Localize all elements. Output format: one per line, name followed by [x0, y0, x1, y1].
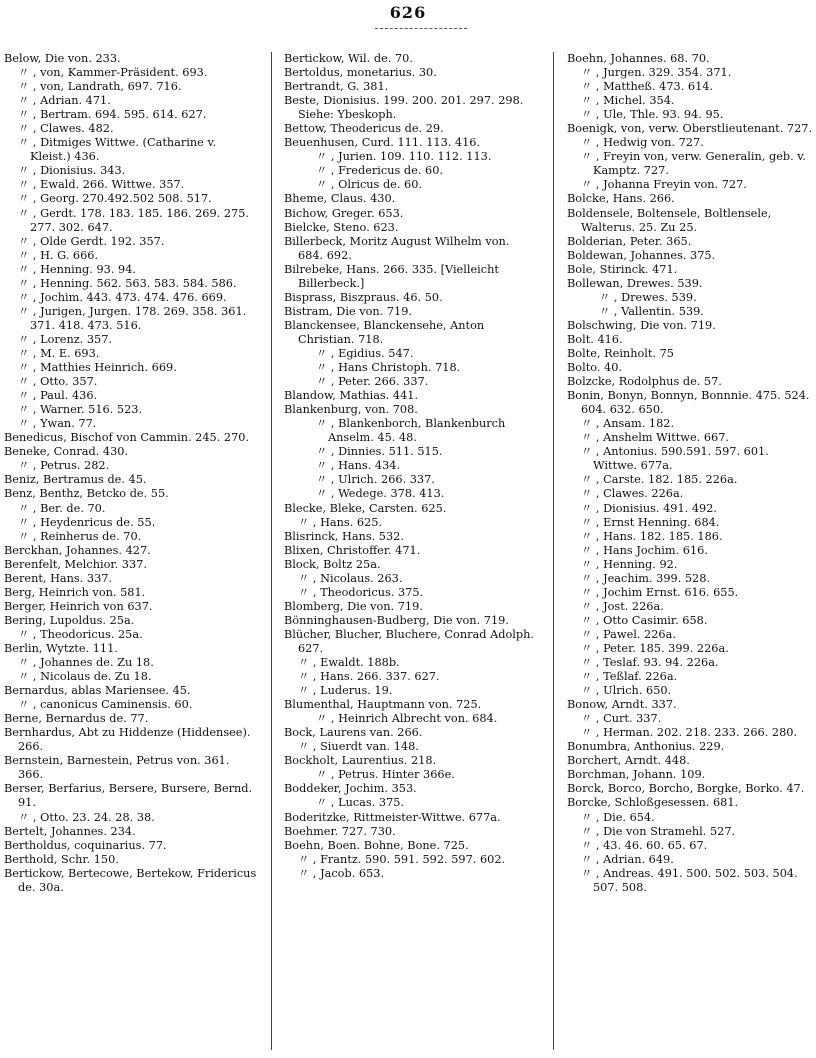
index-entry: Boehn, Boen. Bohne, Bone. 725. [284, 838, 469, 852]
index-entry: 〃 , Teßlaf. 226a. [581, 670, 678, 684]
index-entry: 〃 , Johanna Freyin von. 727. [581, 178, 747, 192]
index-entry: 〃 , Ywan. 77. [18, 417, 97, 431]
index-entry: 〃 , Ditmiges Wittwe. (Catharine v. Kleist.) 436. [18, 136, 217, 164]
index-entry: Block, Boltz 25a. [284, 557, 381, 571]
index-entry: 〃 , Mattheß. 473. 614. [581, 80, 714, 94]
index-entry: Boehmer. 727. 730. [284, 824, 396, 838]
index-entry: Berger, Heinrich von 637. [4, 599, 153, 613]
index-entry: Boenigk, von, verw. Oberstlieutenant. 727. [567, 122, 813, 136]
index-entry: 〃 , Paul. 436. [18, 389, 98, 403]
index-entry: 〃 , Blankenborch, Blankenburch Anselm. 45. 48. [316, 417, 506, 445]
index-entry: 〃 , Hans. 625. [298, 515, 383, 529]
index-entry: 〃 , Teslaf. 93. 94. 226a. [581, 656, 719, 670]
index-entry: Bolt. 416. [567, 332, 623, 346]
index-entry: 〃 , Georg. 270.492.502 508. 517. [18, 192, 212, 206]
header-rule [375, 28, 467, 29]
index-entry: Berenfelt, Melchior. 337. [4, 557, 147, 571]
index-entry: Blixen, Christoffer. 471. [284, 543, 421, 557]
index-entry: Blecke, Bleke, Carsten. 625. [284, 501, 447, 515]
index-entry: Bistram, Die von. 719. [284, 304, 413, 318]
index-entry: 〃 , Otto Casimir. 658. [581, 613, 708, 627]
index-entry: Berser, Berfarius, Bersere, Bursere, Bernd. 91. [4, 782, 253, 810]
index-entry: 〃 , Jacob. 653. [298, 866, 385, 880]
index-entry: 〃 , Nicolaus. 263. [298, 571, 403, 585]
index-entry: Bolto. 40. [567, 361, 623, 375]
index-entry: 〃 , Pawel. 226a. [581, 627, 676, 641]
index-entry: Bernardus, ablas Mariensee. 45. [4, 684, 191, 698]
index-entry: 〃 , Curt. 337. [581, 712, 662, 726]
index-entry: Blanckensee, Blanckensehe, Anton Christian. 718. [284, 318, 485, 346]
index-entry: Beuenhusen, Curd. 111. 113. 416. [284, 136, 481, 150]
index-entry: 〃 , Adrian. 649. [581, 852, 674, 866]
index-entry: Borchman, Johann. 109. [567, 768, 706, 782]
column-divider [553, 52, 554, 1050]
index-entry: 〃 , Drewes. 539. [599, 290, 697, 304]
index-entry: Blandow, Mathias. 441. [284, 389, 419, 403]
index-entry: 〃 , Fredericus de. 60. [316, 164, 443, 178]
index-entry: Berckhan, Johannes. 427. [4, 543, 151, 557]
index-entry: Boehn, Johannes. 68. 70. [567, 52, 710, 65]
index-entry: Billerbeck, Moritz August Wilhelm von. 684. 692. [284, 234, 510, 262]
index-entry: Bettow, Theodericus de. 29. [284, 122, 444, 136]
index-entry: Benedicus, Bischof von Cammin. 245. 270. [4, 431, 250, 445]
index-entry: Berg, Heinrich von. 581. [4, 585, 146, 599]
index-entry: 〃 , Ulrich. 266. 337. [316, 473, 435, 487]
index-entry: 〃 , Dinnies. 511. 515. [316, 445, 443, 459]
index-entry: Blumenthal, Hauptmann von. 725. [284, 698, 482, 712]
index-entry: Bernhardus, Abt zu Hiddenze (Hiddensee). 266. [4, 726, 251, 754]
index-entry: Berent, Hans. 337. [4, 571, 113, 585]
index-entry: 〃 , Otto. 23. 24. 28. 38. [18, 810, 155, 824]
index-entry: 〃 , von, Kammer-Präsident. 693. [18, 66, 208, 80]
index-entry: 〃 , M. E. 693. [18, 346, 100, 360]
index-entry: 〃 , Theodoricus. 25a. [18, 627, 143, 641]
index-entry: 〃 , Hans. 182. 185. 186. [581, 529, 723, 543]
index-entry: Bolschwing, Die von. 719. [567, 318, 716, 332]
index-entry: 〃 , Michel. 354. [581, 94, 675, 108]
index-entry: Bolte, Reinholt. 75 [567, 346, 674, 360]
index-entry: Blankenburg, von. 708. [284, 403, 418, 417]
column-divider [271, 52, 272, 1050]
index-entry: 〃 , Lucas. 375. [316, 796, 405, 810]
index-entry: Bheme, Claus. 430. [284, 192, 396, 206]
index-entry: Bertickow, Wil. de. 70. [284, 52, 413, 65]
index-entry: 〃 , Jurigen, Jurgen. 178. 269. 358. 361. 371. 418. 473. 516. [18, 304, 247, 332]
index-entry: 〃 , Clawes. 482. [18, 122, 114, 136]
index-entry: 〃 , Petrus. 282. [18, 459, 110, 473]
index-entry: 〃 , Jost. 226a. [581, 599, 664, 613]
index-entry: 〃 , Ansam. 182. [581, 417, 675, 431]
index-entry: 〃 , von, Landrath, 697. 716. [18, 80, 182, 94]
index-entry: 〃 , Jochim Ernst. 616. 655. [581, 585, 739, 599]
index-entry: 〃 , Antonius. 590.591. 597. 601. Wittwe. 677a. [581, 445, 769, 473]
index-entry: Blisrinck, Hans. 532. [284, 529, 404, 543]
index-entry: Bertholdus, coquinarius. 77. [4, 838, 167, 852]
index-entry: 〃 , Matthies Heinrich. 669. [18, 361, 177, 375]
index-entry: Borcke, Schloßgesessen. 681. [567, 796, 739, 810]
index-entry: Bilrebeke, Hans. 266. 335. [Vielleicht Billerbeck.] [284, 262, 499, 290]
index-entry: 〃 , Ber. de. 70. [18, 501, 106, 515]
index-entry: Borck, Borco, Borcho, Borgke, Borko. 47. [567, 782, 805, 796]
index-entry: Bertrandt, G. 381. [284, 80, 389, 94]
index-entry: 〃 , Andreas. 491. 500. 502. 503. 504. 507. 508. [581, 866, 798, 894]
index-entry: Bernstein, Barnestein, Petrus von. 361. 366. [4, 754, 230, 782]
index-entry: 〃 , Peter. 185. 399. 226a. [581, 641, 729, 655]
index-entry: 〃 , Carste. 182. 185. 226a. [581, 473, 738, 487]
index-entry: Borchert, Arndt. 448. [567, 754, 690, 768]
index-entry: Blomberg, Die von. 719. [284, 599, 423, 613]
index-entry: Boddeker, Jochim. 353. [284, 782, 417, 796]
index-column-2 [284, 52, 536, 881]
index-entry: 〃 , Reinherus de. 70. [18, 529, 142, 543]
index-entry: Beneke, Conrad. 430. [4, 445, 129, 459]
index-entry: 〃 , Heinrich Albrecht von. 684. [316, 712, 498, 726]
index-entry: 〃 , Henning. 92. [581, 557, 678, 571]
index-entry: Bonow, Arndt. 337. [567, 698, 677, 712]
index-entry: Beniz, Bertramus de. 45. [4, 473, 147, 487]
index-entry: Bielcke, Steno. 623. [284, 220, 399, 234]
index-entry: 〃 , Freyin von, verw. Generalin, geb. v. Kamptz. 727. [581, 150, 806, 178]
index-entry: 〃 , Wedege. 378. 413. [316, 487, 445, 501]
index-entry: 〃 , Theodoricus. 375. [298, 585, 424, 599]
index-entry: 〃 , canonicus Caminensis. 60. [18, 698, 193, 712]
index-entry: 〃 , Hans Christoph. 718. [316, 361, 461, 375]
index-entry: Bolzcke, Rodolphus de. 57. [567, 375, 722, 389]
index-entry: 〃 , Henning. 562. 563. 583. 584. 586. [18, 276, 237, 290]
index-entry: 〃 , Bertram. 694. 595. 614. 627. [18, 108, 207, 122]
index-entry: 〃 , Warner. 516. 523. [18, 403, 143, 417]
index-entry: 〃 , Ernst Henning. 684. [581, 515, 720, 529]
index-entry: 〃 , H. G. 666. [18, 248, 99, 262]
index-entry: Bonumbra, Anthonius. 229. [567, 740, 725, 754]
index-entry: 〃 , Johannes de. Zu 18. [18, 656, 154, 670]
index-entry: 〃 , Die. 654. [581, 810, 655, 824]
index-entry: Boldewan, Johannes. 375. [567, 248, 716, 262]
index-entry: 〃 , Heydenricus de. 55. [18, 515, 156, 529]
index-entry: 〃 , Hans Jochim. 616. [581, 543, 708, 557]
index-entry: 〃 , Anshelm Wittwe. 667. [581, 431, 729, 445]
index-entry: 〃 , Clawes. 226a. [581, 487, 684, 501]
index-entry: Berthold, Schr. 150. [4, 852, 119, 866]
index-entry: 〃 , 43. 46. 60. 65. 67. [581, 838, 708, 852]
index-entry: Bönninghausen-Budberg, Die von. 719. [284, 613, 509, 627]
index-entry: Beste, Dionisius. 199. 200. 201. 297. 298. Siehe: Ybeskoph. [284, 94, 524, 122]
index-entry: Bertelt, Johannes. 234. [4, 824, 136, 838]
index-entry: 〃 , Herman. 202. 218. 233. 266. 280. [581, 726, 798, 740]
index-entry: Bolcke, Hans. 266. [567, 192, 675, 206]
index-column-3 [567, 52, 813, 895]
index-entry: Bollewan, Drewes. 539. [567, 276, 703, 290]
index-entry: Bisprass, Biszpraus. 46. 50. [284, 290, 443, 304]
index-entry: 〃 , Jeachim. 399. 528. [581, 571, 711, 585]
index-entry: 〃 , Jochim. 443. 473. 474. 476. 669. [18, 290, 227, 304]
index-entry: Bole, Stirinck. 471. [567, 262, 678, 276]
index-entry: 〃 , Henning. 93. 94. [18, 262, 136, 276]
index-entry: 〃 , Dionisius. 491. 492. [581, 501, 717, 515]
index-entry: 〃 , Ewaldt. 188b. [298, 656, 400, 670]
index-column-1 [4, 52, 258, 895]
page-number: 626 [389, 3, 427, 22]
index-entry: Boldensele, Boltensele, Boltlensele, Walterus. 25. Zu 25. [567, 206, 772, 234]
index-entry: 〃 , Ule, Thle. 93. 94. 95. [581, 108, 724, 122]
index-entry: 〃 , Lorenz. 357. [18, 332, 113, 346]
index-entry: Berlin, Wytzte. 111. [4, 641, 118, 655]
index-entry: 〃 , Petrus. Hinter 366e. [316, 768, 455, 782]
index-entry: 〃 , Jurien. 109. 110. 112. 113. [316, 150, 492, 164]
index-entry: 〃 , Dionisius. 343. [18, 164, 126, 178]
index-entry: 〃 , Ulrich. 650. [581, 684, 672, 698]
index-entry: 〃 , Adrian. 471. [18, 94, 111, 108]
index-entry: Bolderian, Peter. 365. [567, 234, 692, 248]
index-entry: 〃 , Ewald. 266. Wittwe. 357. [18, 178, 185, 192]
index-entry: Bertoldus, monetarius. 30. [284, 66, 437, 80]
index-entry: Bockholt, Laurentius. 218. [284, 754, 437, 768]
index-entry: Blücher, Blucher, Bluchere, Conrad Adolph. 627. [284, 627, 534, 655]
index-entry: Boderitzke, Rittmeister-Wittwe. 677a. [284, 810, 501, 824]
index-entry: Bertickow, Bertecowe, Bertekow, Fridericus de. 30a. [4, 866, 257, 894]
index-entry: 〃 , Hans. 266. 337. 627. [298, 670, 440, 684]
index-entry: Below, Die von. 233. [4, 52, 121, 65]
index-entry: 〃 , Egidius. 547. [316, 346, 414, 360]
index-entry: 〃 , Olde Gerdt. 192. 357. [18, 234, 165, 248]
index-entry: 〃 , Gerdt. 178. 183. 185. 186. 269. 275. 277. 302. 647. [18, 206, 250, 234]
index-entry: 〃 , Jurgen. 329. 354. 371. [581, 66, 732, 80]
index-entry: 〃 , Olricus de. 60. [316, 178, 423, 192]
index-entry: Bering, Lupoldus. 25a. [4, 613, 135, 627]
index-entry: 〃 , Hans. 434. [316, 459, 401, 473]
index-entry: 〃 , Nicolaus de. Zu 18. [18, 670, 152, 684]
index-entry: Berne, Bernardus de. 77. [4, 712, 149, 726]
index-entry: 〃 , Otto. 357. [18, 375, 98, 389]
index-entry: 〃 , Peter. 266. 337. [316, 375, 429, 389]
index-entry: 〃 , Hedwig von. 727. [581, 136, 704, 150]
index-entry: 〃 , Frantz. 590. 591. 592. 597. 602. [298, 852, 506, 866]
index-entry: 〃 , Siuerdt van. 148. [298, 740, 419, 754]
index-entry: Benz, Benthz, Betcko de. 55. [4, 487, 169, 501]
index-entry: 〃 , Vallentin. 539. [599, 304, 704, 318]
index-entry: 〃 , Die von Stramehl. 527. [581, 824, 736, 838]
index-entry: Bichow, Greger. 653. [284, 206, 404, 220]
index-entry: Bonin, Bonyn, Bonnyn, Bonnnie. 475. 524. 604. 632. 650. [567, 389, 810, 417]
index-entry: 〃 , Luderus. 19. [298, 684, 393, 698]
index-entry: Bock, Laurens van. 266. [284, 726, 423, 740]
